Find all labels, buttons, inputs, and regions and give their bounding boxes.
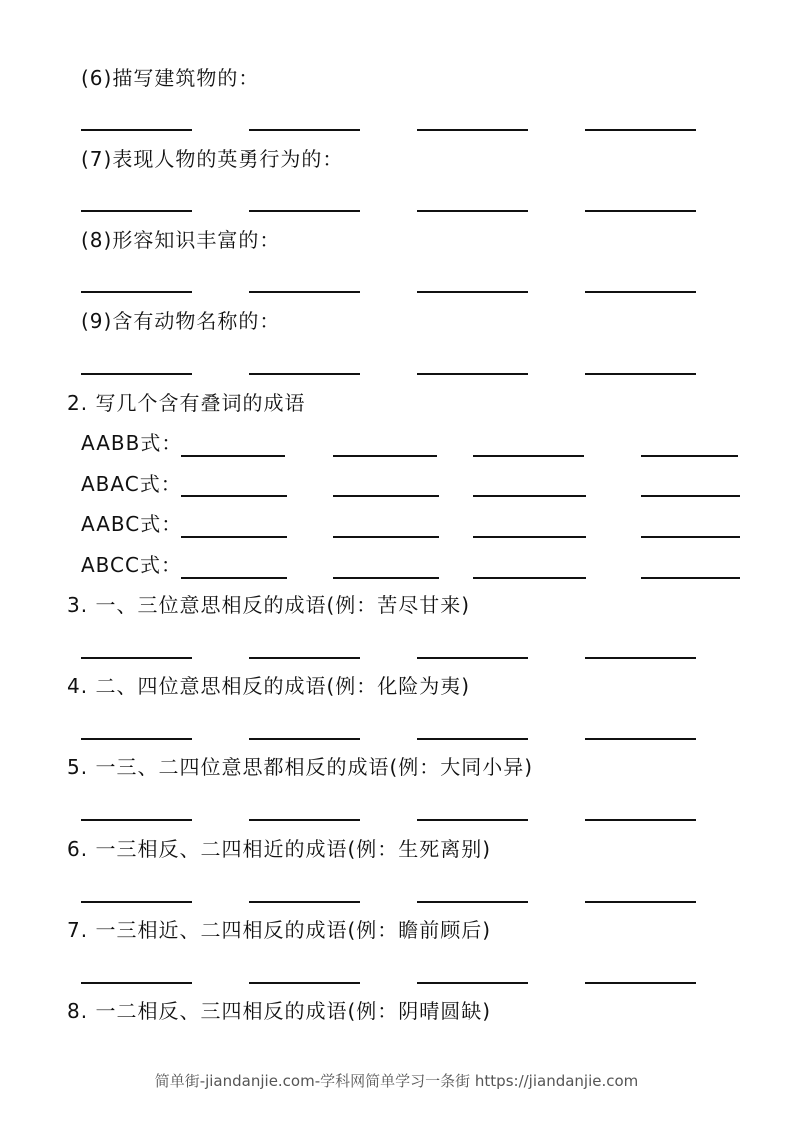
section-heading: 4. 二、四位意思相反的成语(例：化险为夷) [67, 674, 471, 698]
answer-blank[interactable] [249, 657, 360, 659]
answer-blank[interactable] [249, 901, 360, 903]
pattern-label: ABAC式： [81, 472, 182, 496]
answer-blank[interactable] [417, 982, 528, 984]
answer-blank[interactable] [417, 129, 528, 131]
answer-blank[interactable] [81, 738, 192, 740]
answer-blank[interactable] [333, 495, 439, 497]
answer-blank[interactable] [473, 495, 586, 497]
sub-item-label: (6)描写建筑物的： [81, 66, 260, 90]
answer-blank[interactable] [585, 738, 696, 740]
answer-blank[interactable] [417, 210, 528, 212]
answer-blank[interactable] [249, 819, 360, 821]
answer-blank[interactable] [473, 455, 584, 457]
answer-blank[interactable] [641, 455, 738, 457]
answer-blank[interactable] [585, 291, 696, 293]
answer-blank[interactable] [333, 577, 439, 579]
section-heading: 3. 一、三位意思相反的成语(例：苦尽甘来) [67, 593, 471, 617]
answer-blank[interactable] [181, 455, 285, 457]
answer-blank[interactable] [585, 982, 696, 984]
answer-blank[interactable] [181, 577, 287, 579]
answer-blank[interactable] [249, 738, 360, 740]
answer-blank[interactable] [641, 495, 740, 497]
pattern-label: ABCC式： [81, 553, 182, 577]
answer-blank[interactable] [249, 982, 360, 984]
answer-blank[interactable] [81, 373, 192, 375]
footer-watermark: 简单街-jiandanjie.com-学科网简单学习一条街 https://jiandanjie.com [154, 1072, 639, 1090]
section-heading: 2. 写几个含有叠词的成语 [67, 391, 306, 415]
section-heading: 6. 一三相反、二四相近的成语(例：生死离别) [67, 837, 492, 861]
section-heading: 8. 一二相反、三四相反的成语(例：阴晴圆缺) [67, 999, 492, 1023]
answer-blank[interactable] [417, 291, 528, 293]
answer-blank[interactable] [417, 819, 528, 821]
answer-blank[interactable] [81, 291, 192, 293]
answer-blank[interactable] [585, 373, 696, 375]
answer-blank[interactable] [81, 129, 192, 131]
answer-blank[interactable] [417, 901, 528, 903]
sub-item-label: (8)形容知识丰富的： [81, 228, 281, 252]
answer-blank[interactable] [181, 536, 287, 538]
answer-blank[interactable] [81, 901, 192, 903]
answer-blank[interactable] [417, 657, 528, 659]
answer-blank[interactable] [473, 536, 586, 538]
section-heading: 7. 一三相近、二四相反的成语(例：瞻前顾后) [67, 918, 492, 942]
pattern-label: AABB式： [81, 431, 183, 455]
answer-blank[interactable] [249, 129, 360, 131]
answer-blank[interactable] [585, 901, 696, 903]
answer-blank[interactable] [585, 819, 696, 821]
answer-blank[interactable] [181, 495, 287, 497]
answer-blank[interactable] [333, 536, 439, 538]
answer-blank[interactable] [417, 738, 528, 740]
answer-blank[interactable] [473, 577, 586, 579]
sub-item-label: (7)表现人物的英勇行为的： [81, 147, 344, 171]
answer-blank[interactable] [333, 455, 437, 457]
answer-blank[interactable] [641, 577, 740, 579]
section-heading: 5. 一三、二四位意思都相反的成语(例：大同小异) [67, 755, 534, 779]
answer-blank[interactable] [585, 210, 696, 212]
answer-blank[interactable] [81, 982, 192, 984]
sub-item-label: (9)含有动物名称的： [81, 309, 281, 333]
answer-blank[interactable] [249, 291, 360, 293]
answer-blank[interactable] [641, 536, 740, 538]
answer-blank[interactable] [585, 657, 696, 659]
answer-blank[interactable] [81, 657, 192, 659]
answer-blank[interactable] [81, 210, 192, 212]
answer-blank[interactable] [417, 373, 528, 375]
pattern-label: AABC式： [81, 512, 183, 536]
answer-blank[interactable] [585, 129, 696, 131]
answer-blank[interactable] [249, 373, 360, 375]
answer-blank[interactable] [249, 210, 360, 212]
answer-blank[interactable] [81, 819, 192, 821]
